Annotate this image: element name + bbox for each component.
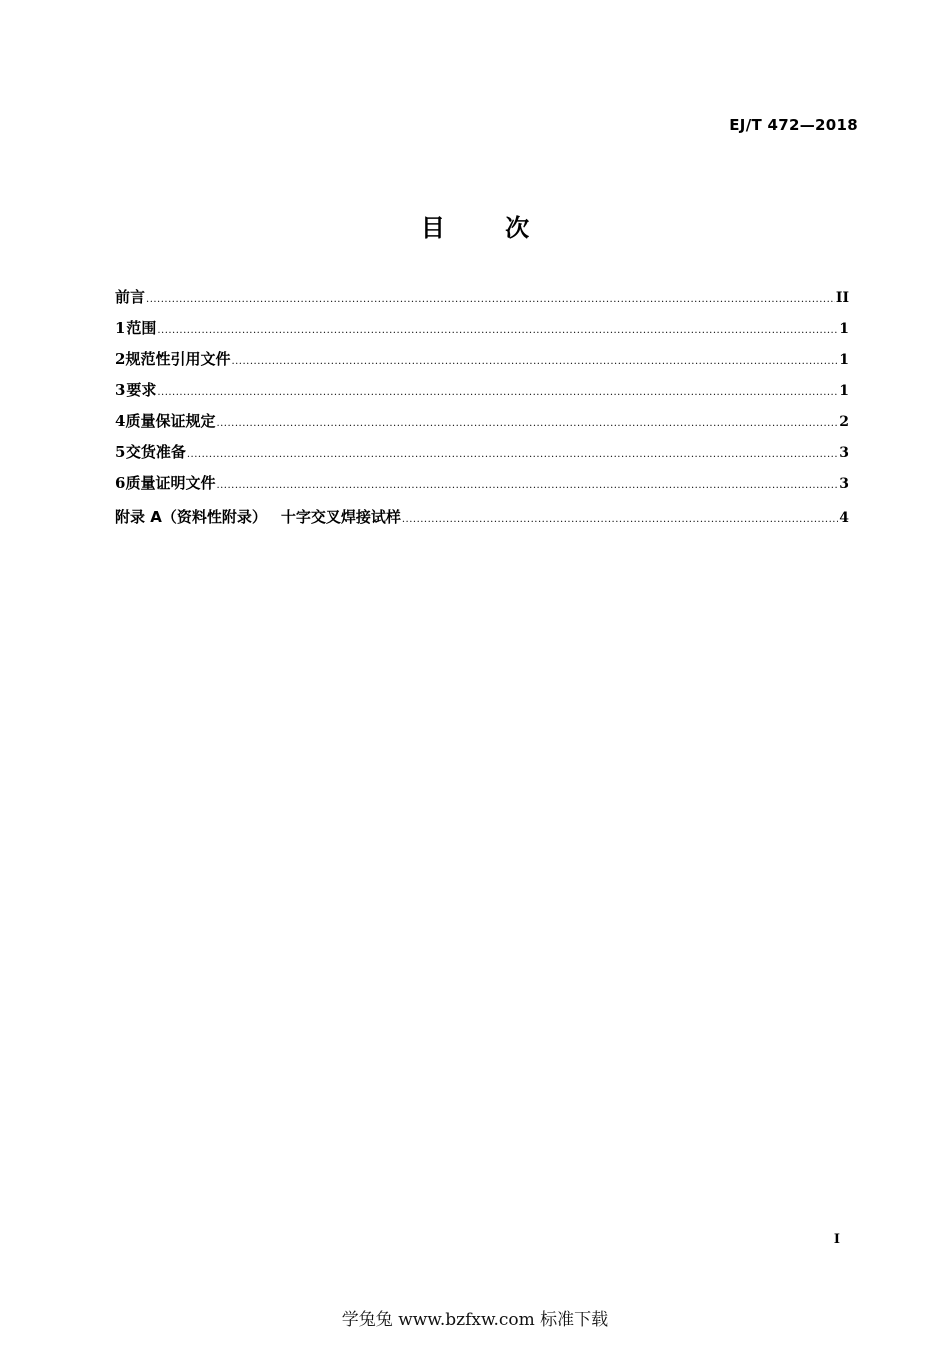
toc-entry-label: 前言 (115, 288, 146, 306)
toc-entry-page: 3 (839, 445, 849, 461)
toc-entry-number: 2 (115, 350, 126, 368)
footer-watermark: 学兔兔 www.bzfxw.com 标准下载 (341, 1310, 609, 1330)
toc-entry-quality-assurance[interactable] (115, 410, 849, 441)
toc-entry-number: 6 (115, 474, 126, 492)
page-number: I (833, 1232, 840, 1247)
toc-entry-page: 4 (839, 510, 849, 526)
toc-entry-requirements[interactable] (115, 379, 849, 410)
toc-entry-annex-a[interactable] (115, 506, 849, 537)
toc-entry-number: 4 (115, 412, 126, 430)
toc-entry-label: 交货准备 (125, 443, 186, 461)
toc-entry-quality-certificate[interactable] (115, 472, 849, 503)
table-of-contents (115, 286, 849, 537)
toc-entry-label: 质量证明文件 (125, 474, 216, 492)
toc-leader-dots (402, 514, 838, 525)
toc-entry-page: 1 (839, 352, 849, 368)
toc-leader-dots (187, 449, 838, 460)
toc-entry-page: II (835, 290, 849, 306)
toc-entry-page: 3 (839, 476, 849, 492)
toc-entry-number: 5 (115, 443, 126, 461)
toc-entry-delivery-preparation[interactable] (115, 441, 849, 472)
toc-entry-normative-references[interactable] (115, 348, 849, 379)
toc-entry-foreword[interactable] (115, 286, 849, 317)
toc-entry-label: 范围 (126, 319, 157, 337)
toc-entry-label: 要求 (126, 381, 157, 399)
toc-entry-page: 1 (839, 321, 849, 337)
toc-leader-dots (157, 387, 838, 398)
toc-leader-dots (157, 325, 838, 336)
standard-code: EJ/T 472—2018 (729, 116, 858, 134)
toc-entry-label: 规范性引用文件 (125, 350, 231, 368)
annex-prefix: 附录 A（资料性附录） (115, 508, 267, 526)
toc-entry-page: 2 (839, 414, 849, 430)
toc-entry-label: 质量保证规定 (125, 412, 216, 430)
toc-entry-number: 1 (115, 319, 126, 337)
page-title: 目 次 (420, 214, 556, 242)
toc-leader-dots (231, 356, 838, 367)
annex-title: 十字交叉焊接试样 (280, 508, 401, 526)
toc-entry-scope[interactable] (115, 317, 849, 348)
toc-entry-number: 3 (115, 381, 126, 399)
toc-entry-page: 1 (839, 383, 849, 399)
toc-leader-dots (146, 294, 835, 305)
toc-leader-dots (216, 480, 838, 491)
toc-entry-label (115, 506, 401, 527)
toc-leader-dots (216, 418, 838, 429)
